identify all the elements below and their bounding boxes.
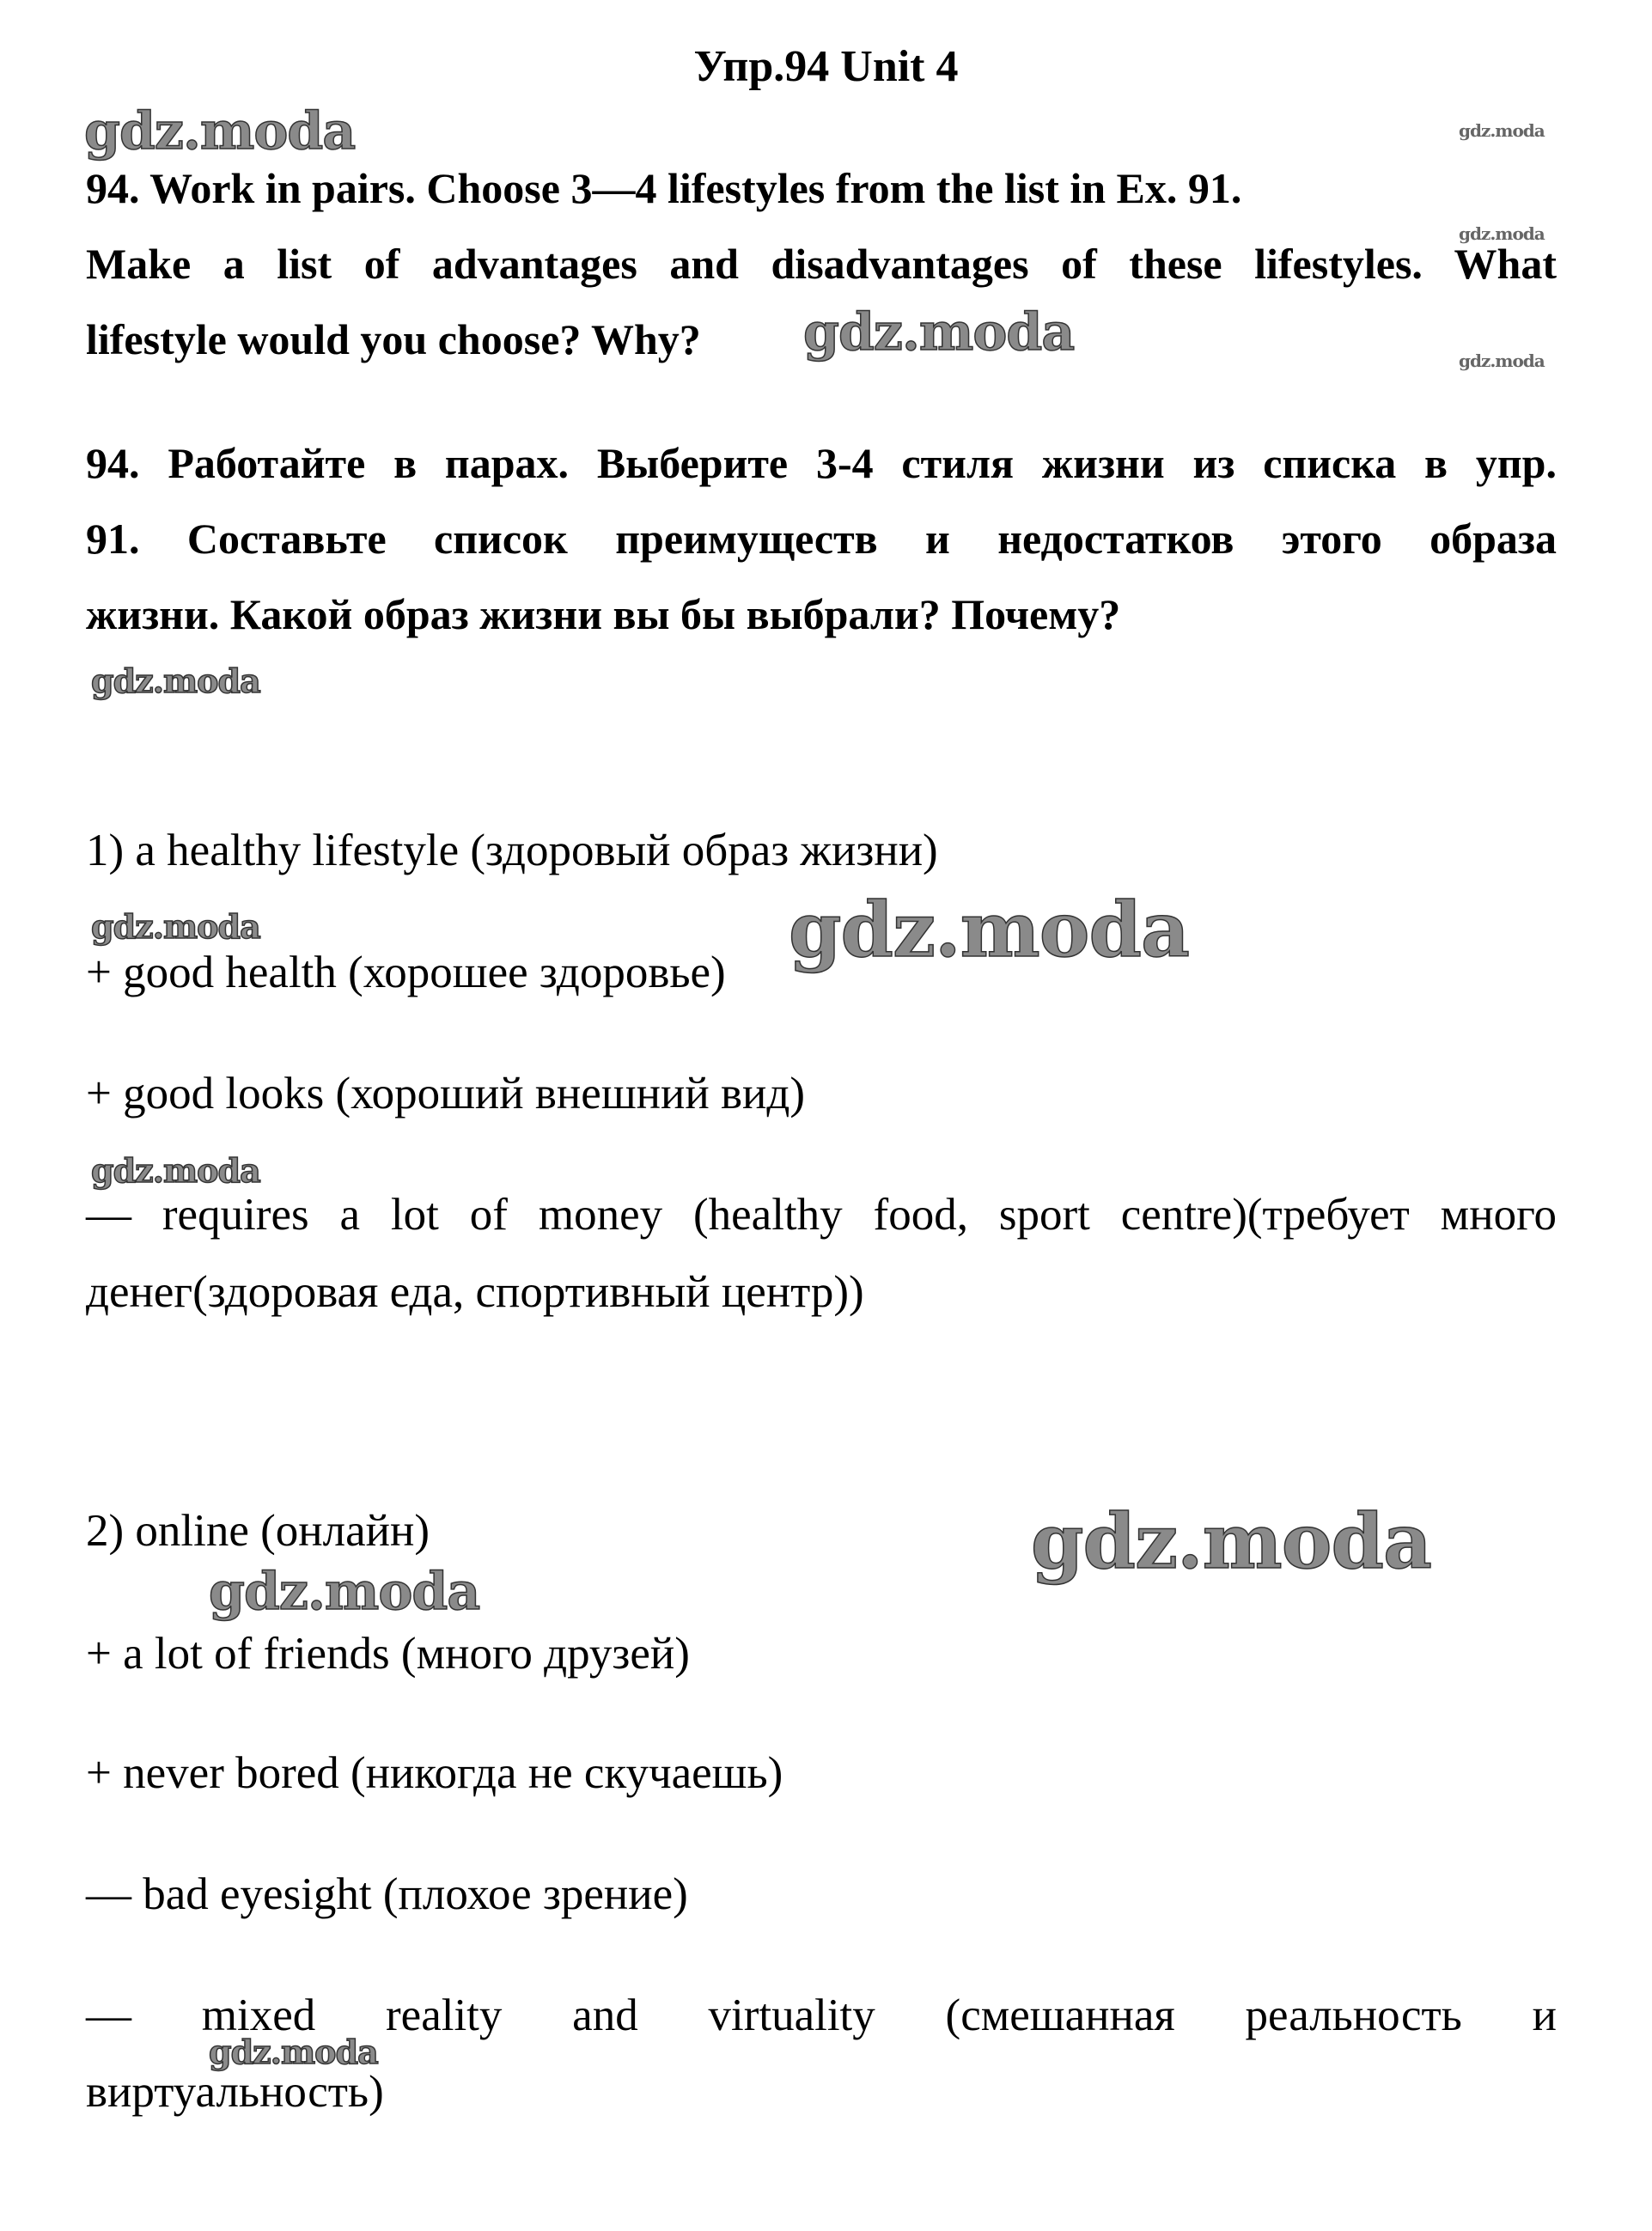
task-en-line: 94. Work in pairs. Choose 3—4 lifestyles from the list in Ex. 91. — [86, 164, 1242, 212]
task-en-line: lifestyle would you choose? Why? — [86, 315, 701, 363]
watermark: gdz.moda — [1031, 1496, 1432, 1586]
page-title: Упр.94 Unit 4 — [693, 42, 959, 91]
list-item: — mixed reality and virtuality (смешанная реальность и — [86, 1990, 1557, 2040]
watermark: gdz.moda — [209, 2033, 378, 2071]
section1-heading: 1) a healthy lifestyle (здоровый образ жизни) — [86, 826, 938, 875]
watermark: gdz.moda — [91, 661, 260, 700]
watermark: gdz.moda — [84, 101, 356, 162]
task-en-line: Make a list of advantages and disadvantages of these lifestyles. What — [86, 240, 1557, 288]
list-item: + a lot of friends (много друзей) — [86, 1629, 690, 1679]
watermark: gdz.moda — [91, 1151, 260, 1190]
watermark: gdz.moda — [1459, 223, 1545, 244]
task-ru-line: 91. Составьте список преимуществ и недостатков этого образа — [86, 515, 1557, 563]
watermark: gdz.moda — [209, 1562, 480, 1622]
list-item: + good health (хорошее здоровье) — [86, 948, 726, 997]
list-item: денег(здоровая еда, спортивный центр)) — [86, 1267, 864, 1317]
list-item: — bad eyesight (плохое зрение) — [86, 1869, 688, 1919]
watermark: gdz.moda — [803, 302, 1075, 363]
list-item: — requires a lot of money (healthy food, sport centre)(требует много — [86, 1190, 1557, 1240]
watermark: gdz.moda — [91, 907, 260, 946]
section2-heading: 2) online (онлайн) — [86, 1506, 430, 1556]
watermark: gdz.moda — [1459, 120, 1545, 141]
watermark: gdz.moda — [789, 885, 1190, 974]
task-ru-line: жизни. Какой образ жизни вы бы выбрали? Почему? — [86, 590, 1121, 638]
watermark: gdz.moda — [1459, 350, 1545, 371]
list-item: + good looks (хороший внешний вид) — [86, 1069, 805, 1119]
task-ru-line: 94. Работайте в парах. Выберите 3-4 стиля жизни из списка в упр. — [86, 439, 1557, 487]
list-item: виртуальность) — [86, 2067, 384, 2117]
list-item: + never bored (никогда не скучаешь) — [86, 1748, 783, 1798]
